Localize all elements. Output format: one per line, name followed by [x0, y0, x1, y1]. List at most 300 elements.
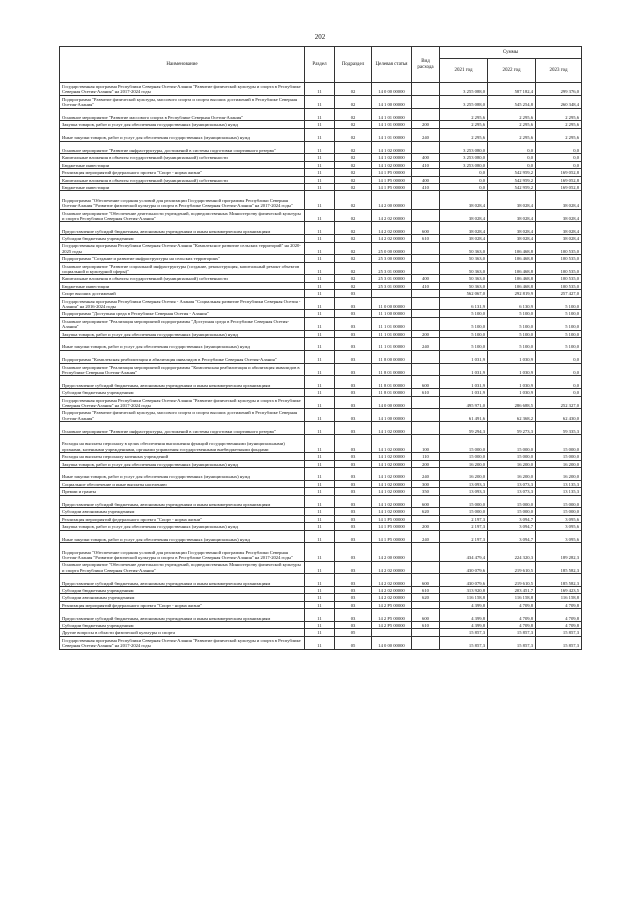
- row-target: 11 8 01 00000: [372, 363, 412, 376]
- row-name: Капитальные вложения в объекты государственной (муниципальной) собственности: [60, 275, 305, 282]
- row-value-2022: 15 000,0: [488, 453, 536, 460]
- row-name: Основное мероприятие "Развитие социальной инфраструктуры (создание, реконструкция, капитальный ремонт объектов социальной и культурной сферы)": [60, 262, 305, 275]
- row-target: 14 1 02 00000: [372, 495, 412, 508]
- row-value-2021: 50 363,0: [440, 282, 488, 289]
- table-row: [60, 523, 582, 530]
- row-value-2021: 5 100,0: [440, 317, 488, 330]
- row-name: Субсидии автономным учреждениям: [60, 594, 305, 601]
- row-value-2022: 62 368,2: [488, 409, 536, 422]
- row-name: Спорт высших достижений: [60, 290, 305, 297]
- row-kind: 600: [412, 495, 440, 508]
- row-name: Основное мероприятие "Развитие массового спорта в Республике Северная Осетия-Алания": [60, 108, 305, 121]
- row-value-2023: 3 095,6: [536, 515, 582, 522]
- row-section: 11: [305, 460, 335, 467]
- row-value-2022: 1 030,9: [488, 389, 536, 396]
- row-value-2023: 5 100,0: [536, 330, 582, 337]
- row-value-2023: 185 582,3: [536, 561, 582, 574]
- table-row: [60, 176, 582, 183]
- row-value-2023: 38 028,4: [536, 191, 582, 209]
- row-value-2022: 106 468,8: [488, 282, 536, 289]
- row-section: 11: [305, 508, 335, 515]
- row-name: Подпрограмма "Доступная среда в Республике Северная Осетия - Алания": [60, 310, 305, 317]
- row-value-2022: 13 073,3: [488, 488, 536, 495]
- row-value-2021: 38 028,4: [440, 222, 488, 235]
- row-value-2023: 0,0: [536, 141, 582, 154]
- row-subsection: 03: [335, 422, 372, 435]
- row-subsection: 03: [335, 297, 372, 310]
- row-subsection: 03: [335, 561, 372, 574]
- row-value-2023: 5 100,0: [536, 310, 582, 317]
- row-value-2022: 286 688,5: [488, 396, 536, 409]
- table-row: [60, 422, 582, 435]
- row-value-2022: 0,0: [488, 141, 536, 154]
- row-section: 11: [305, 523, 335, 530]
- row-value-2021: 15 857,3: [440, 629, 488, 636]
- row-kind: 240: [412, 338, 440, 351]
- row-value-2023: 15 857,3: [536, 636, 582, 649]
- row-section: 11: [305, 363, 335, 376]
- row-section: 11: [305, 282, 335, 289]
- row-name: Субсидии бюджетным учреждениям: [60, 389, 305, 396]
- row-name: Подпрограмма "Комплексная реабилитация и абилитация инвалидов в Республике Северная Осетия-Алания": [60, 350, 305, 363]
- row-value-2022: 15 857,3: [488, 629, 536, 636]
- row-subsection: 03: [335, 530, 372, 543]
- row-subsection: 03: [335, 330, 372, 337]
- header-2022: 2022 год: [488, 59, 536, 83]
- row-value-2023: 15 000,0: [536, 508, 582, 515]
- row-section: 11: [305, 530, 335, 543]
- table-row: [60, 191, 582, 209]
- row-kind: [412, 108, 440, 121]
- row-subsection: 02: [335, 183, 372, 190]
- row-name: Закупка товаров, работ и услуг для обеспечения государственных (муниципальных) нужд: [60, 460, 305, 467]
- table-row: [60, 515, 582, 522]
- table-row: [60, 83, 582, 96]
- row-subsection: 03: [335, 508, 372, 515]
- row-value-2022: 15 857,3: [488, 636, 536, 649]
- row-value-2023: 38 028,4: [536, 222, 582, 235]
- row-kind: 350: [412, 488, 440, 495]
- row-target: 25 0 00 00000: [372, 242, 412, 255]
- row-subsection: 02: [335, 275, 372, 282]
- row-value-2022: 59 273,3: [488, 422, 536, 435]
- row-kind: [412, 409, 440, 422]
- row-name: Закупка товаров, работ и услуг для обеспечения государственных (муниципальных) нужд: [60, 523, 305, 530]
- row-value-2021: 3 255 088,0: [440, 95, 488, 108]
- row-value-2021: 16 200,0: [440, 460, 488, 467]
- row-name: Основное мероприятие "Развитие инфраструктуры, достижений в системы подготовки спортивного резерва": [60, 141, 305, 154]
- row-subsection: 02: [335, 154, 372, 161]
- table-row: [60, 435, 582, 453]
- row-kind: [412, 262, 440, 275]
- row-value-2023: 38 028,4: [536, 209, 582, 222]
- row-target: 14 1 00 00000: [372, 95, 412, 108]
- row-value-2023: 59 335,3: [536, 422, 582, 435]
- row-value-2021: 2 197,3: [440, 523, 488, 530]
- table-row: [60, 460, 582, 467]
- row-value-2022: 106 468,8: [488, 255, 536, 262]
- row-section: 11: [305, 262, 335, 275]
- row-section: 11: [305, 222, 335, 235]
- row-name: Бюджетные инвестиции: [60, 161, 305, 168]
- row-name: Иные закупки товаров, работ и услуг для обеспечения государственных (муниципальных) нужд: [60, 467, 305, 480]
- row-value-2023: 100 535,0: [536, 275, 582, 282]
- table-row: [60, 622, 582, 629]
- row-section: 11: [305, 290, 335, 297]
- table-row: [60, 453, 582, 460]
- row-subsection: 02: [335, 262, 372, 275]
- row-section: 11: [305, 515, 335, 522]
- row-section: 11: [305, 422, 335, 435]
- row-target: 14 2 P5 00000: [372, 622, 412, 629]
- row-section: 11: [305, 435, 335, 453]
- row-value-2022: 0,0: [488, 154, 536, 161]
- row-subsection: 03: [335, 601, 372, 608]
- row-kind: [412, 422, 440, 435]
- table-row: [60, 330, 582, 337]
- row-kind: [412, 636, 440, 649]
- row-value-2021: 15 000,0: [440, 435, 488, 453]
- row-target: 14 1 02 00000: [372, 508, 412, 515]
- row-kind: 400: [412, 275, 440, 282]
- row-value-2023: 100 535,0: [536, 282, 582, 289]
- row-section: 11: [305, 297, 335, 310]
- row-value-2023: 15 857,3: [536, 629, 582, 636]
- header-kind: Вид расхода: [412, 47, 440, 83]
- row-value-2021: 38 028,4: [440, 235, 488, 242]
- table-row: [60, 543, 582, 561]
- row-value-2023: 189 282,3: [536, 543, 582, 561]
- row-kind: 240: [412, 128, 440, 141]
- row-section: 11: [305, 169, 335, 176]
- row-section: 11: [305, 629, 335, 636]
- row-value-2023: 4 709,8: [536, 609, 582, 622]
- row-section: 11: [305, 594, 335, 601]
- row-value-2022: 5 100,0: [488, 317, 536, 330]
- row-kind: 400: [412, 154, 440, 161]
- row-section: 11: [305, 543, 335, 561]
- row-subsection: 03: [335, 409, 372, 422]
- row-subsection: 03: [335, 587, 372, 594]
- table-row: [60, 255, 582, 262]
- row-name: Предоставление субсидий бюджетным, автономным учреждениям и иным некоммерческим организациям: [60, 574, 305, 587]
- row-value-2021: 2 295,6: [440, 121, 488, 128]
- row-name: Подпрограмма "Создание и развитие инфраструктуры на сельских территориях": [60, 255, 305, 262]
- row-name: Другие вопросы в области физической культуры и спорта: [60, 629, 305, 636]
- row-kind: [412, 209, 440, 222]
- row-value-2023: 100 535,0: [536, 255, 582, 262]
- row-value-2022: 5 100,0: [488, 310, 536, 317]
- row-value-2023: 100 535,0: [536, 262, 582, 275]
- row-target: 14 1 02 00000: [372, 422, 412, 435]
- row-target: 14 2 00 00000: [372, 191, 412, 209]
- row-value-2023: 15 000,0: [536, 435, 582, 453]
- row-value-2021: 3 255 088,0: [440, 83, 488, 96]
- row-value-2023: 38 028,4: [536, 235, 582, 242]
- row-value-2023: 0,0: [536, 363, 582, 376]
- row-value-2021: 16 200,0: [440, 467, 488, 480]
- row-kind: [412, 191, 440, 209]
- row-name: Государственная программа Республики Северная Осетия-Алания "Комплексное развитие сельских территорий" на 2020-2025 годы: [60, 242, 305, 255]
- row-value-2022: 116 158,8: [488, 594, 536, 601]
- row-value-2022: 542 959,2: [488, 183, 536, 190]
- row-kind: 200: [412, 330, 440, 337]
- row-target: 14 1 00 00000: [372, 409, 412, 422]
- row-value-2023: 3 095,6: [536, 523, 582, 530]
- row-target: 14 1 02 00000: [372, 488, 412, 495]
- row-kind: 620: [412, 508, 440, 515]
- table-row: [60, 310, 582, 317]
- row-target: 25 3 00 00000: [372, 255, 412, 262]
- row-target: 14 2 02 00000: [372, 222, 412, 235]
- row-target: 25 3 01 00000: [372, 275, 412, 282]
- row-section: 11: [305, 275, 335, 282]
- row-name: Закупка товаров, работ и услуг для обеспечения государственных (муниципальных) нужд: [60, 121, 305, 128]
- row-section: 11: [305, 317, 335, 330]
- row-name: Иные закупки товаров, работ и услуг для обеспечения государственных (муниципальных) нужд: [60, 530, 305, 543]
- row-value-2022: 1 030,9: [488, 350, 536, 363]
- row-value-2022: 587 182,4: [488, 83, 536, 96]
- table-row: [60, 108, 582, 121]
- row-value-2023: 299 376,0: [536, 83, 582, 96]
- table-row: [60, 128, 582, 141]
- row-value-2022: 38 028,4: [488, 191, 536, 209]
- row-value-2021: 4 399,8: [440, 609, 488, 622]
- row-target: 14 2 02 00000: [372, 209, 412, 222]
- row-value-2023: 2 295,6: [536, 108, 582, 121]
- row-value-2023: 5 100,0: [536, 317, 582, 330]
- row-name: Социальное обеспечение и иные выплаты населению: [60, 480, 305, 487]
- row-subsection: 03: [335, 467, 372, 480]
- row-value-2022: 106 468,8: [488, 262, 536, 275]
- row-target: 14 2 P5 00000: [372, 609, 412, 622]
- row-target: 14 1 01 00000: [372, 108, 412, 121]
- row-value-2021: 495 971,0: [440, 396, 488, 409]
- row-kind: [412, 363, 440, 376]
- row-value-2021: 0,0: [440, 176, 488, 183]
- row-value-2023: 169 423,5: [536, 587, 582, 594]
- header-section: Раздел: [305, 47, 335, 83]
- row-value-2021: 13 093,3: [440, 488, 488, 495]
- row-target: 11 1 01 00000: [372, 317, 412, 330]
- row-target: 11 8 00 00000: [372, 350, 412, 363]
- row-section: 11: [305, 488, 335, 495]
- row-value-2022: 4 709,8: [488, 622, 536, 629]
- row-name: Основное мероприятие "Развитие инфраструктуры, достижений в системы подготовки спортивного резерва": [60, 422, 305, 435]
- table-row: [60, 262, 582, 275]
- row-subsection: 02: [335, 141, 372, 154]
- table-row: [60, 275, 582, 282]
- row-value-2021: 50 363,0: [440, 262, 488, 275]
- row-section: 11: [305, 587, 335, 594]
- table-row: [60, 154, 582, 161]
- row-subsection: 02: [335, 108, 372, 121]
- row-target: 14 0 00 00000: [372, 636, 412, 649]
- row-value-2021: 13 093,3: [440, 480, 488, 487]
- row-section: 11: [305, 453, 335, 460]
- row-name: Реализация мероприятий федерального проекта "Спорт - норма жизни": [60, 601, 305, 608]
- row-name: Основное мероприятие "Реализация мероприятий подпрограммы "Доступная среда в Республике Северная Осетия-Алания": [60, 317, 305, 330]
- row-value-2021: 434 479,4: [440, 543, 488, 561]
- table-row: [60, 376, 582, 389]
- table-row: [60, 530, 582, 543]
- row-section: 11: [305, 350, 335, 363]
- row-value-2023: 169 052,8: [536, 176, 582, 183]
- row-subsection: 03: [335, 396, 372, 409]
- row-value-2022: 13 073,3: [488, 480, 536, 487]
- row-value-2023: 5 100,0: [536, 297, 582, 310]
- row-kind: 240: [412, 467, 440, 480]
- row-subsection: 05: [335, 636, 372, 649]
- table-row: [60, 297, 582, 310]
- table-row: [60, 495, 582, 508]
- row-subsection: 03: [335, 594, 372, 601]
- row-name: Подпрограмма "Развитие физической культуры, массового спорта и спорта высших достижений в Республике Северная Осетия-Алания": [60, 95, 305, 108]
- row-value-2021: 38 028,4: [440, 191, 488, 209]
- row-value-2021: 5 100,0: [440, 310, 488, 317]
- table-row: [60, 609, 582, 622]
- table-row: [60, 409, 582, 422]
- row-target: 14 1 02 00000: [372, 154, 412, 161]
- row-name: Субсидии бюджетным учреждениям: [60, 622, 305, 629]
- row-kind: 200: [412, 523, 440, 530]
- row-value-2023: 15 000,0: [536, 453, 582, 460]
- table-row: [60, 574, 582, 587]
- row-value-2021: 2 295,6: [440, 128, 488, 141]
- row-target: 14 1 01 00000: [372, 128, 412, 141]
- row-value-2021: 0,0: [440, 169, 488, 176]
- row-value-2021: 2 295,6: [440, 108, 488, 121]
- row-section: 11: [305, 574, 335, 587]
- row-kind: 410: [412, 183, 440, 190]
- row-value-2022: 38 028,4: [488, 235, 536, 242]
- row-section: 11: [305, 636, 335, 649]
- row-subsection: 03: [335, 310, 372, 317]
- row-subsection: 02: [335, 83, 372, 96]
- row-section: 11: [305, 141, 335, 154]
- row-value-2023: 4 709,8: [536, 601, 582, 608]
- table-body: [60, 83, 582, 650]
- page-number: 202: [314, 33, 326, 41]
- row-target: 14 1 02 00000: [372, 161, 412, 168]
- row-section: 11: [305, 235, 335, 242]
- row-value-2022: 16 200,0: [488, 467, 536, 480]
- row-value-2023: 169 052,8: [536, 183, 582, 190]
- row-name: Бюджетные инвестиции: [60, 282, 305, 289]
- row-name: Подпрограмма "Развитие физической культуры, массового спорта и спорта высших достижений в Республике Северная Осетия-Алания": [60, 409, 305, 422]
- header-2021: 2021 год: [440, 59, 488, 83]
- row-name: Государственная программа Республики Северная Осетия-Алания "Развитие физической культуры и спорта в Республике Северная Осетия-Алания" на 2017-2024 годы: [60, 396, 305, 409]
- row-subsection: 02: [335, 222, 372, 235]
- row-value-2023: 5 100,0: [536, 338, 582, 351]
- row-value-2021: 1 031,9: [440, 389, 488, 396]
- row-target: 11 8 01 00000: [372, 389, 412, 396]
- row-value-2022: 219 610,5: [488, 574, 536, 587]
- row-section: 11: [305, 609, 335, 622]
- row-kind: [412, 141, 440, 154]
- row-value-2022: 15 000,0: [488, 495, 536, 508]
- row-kind: 110: [412, 453, 440, 460]
- row-section: 11: [305, 480, 335, 487]
- row-subsection: 03: [335, 350, 372, 363]
- row-section: 11: [305, 121, 335, 128]
- row-value-2022: 15 000,0: [488, 435, 536, 453]
- row-target: 25 3 01 00000: [372, 262, 412, 275]
- budget-table: [59, 46, 582, 650]
- row-value-2022: 106 468,8: [488, 275, 536, 282]
- row-value-2023: 2 295,6: [536, 121, 582, 128]
- row-value-2022: 38 028,4: [488, 222, 536, 235]
- row-value-2022: 203 451,7: [488, 587, 536, 594]
- row-value-2022: 1 030,9: [488, 363, 536, 376]
- row-target: 11 0 00 00000: [372, 297, 412, 310]
- row-kind: [412, 601, 440, 608]
- row-section: 11: [305, 176, 335, 183]
- row-section: 11: [305, 183, 335, 190]
- header-2023: 2023 год: [536, 59, 582, 83]
- table-row: [60, 209, 582, 222]
- row-value-2022: 4 709,8: [488, 601, 536, 608]
- row-value-2023: 4 709,8: [536, 622, 582, 629]
- row-kind: [412, 543, 440, 561]
- row-value-2023: 16 200,0: [536, 467, 582, 480]
- row-target: 14 2 02 00000: [372, 574, 412, 587]
- table-row: [60, 161, 582, 168]
- row-value-2023: 3 095,6: [536, 530, 582, 543]
- row-kind: [412, 83, 440, 96]
- table-row: [60, 235, 582, 242]
- row-value-2021: 4 399,8: [440, 622, 488, 629]
- row-target: 14 2 P5 00000: [372, 601, 412, 608]
- row-subsection: 02: [335, 191, 372, 209]
- row-section: 11: [305, 561, 335, 574]
- row-kind: 610: [412, 389, 440, 396]
- row-kind: 620: [412, 594, 440, 601]
- row-value-2021: 1 031,9: [440, 363, 488, 376]
- row-value-2021: 2 197,3: [440, 515, 488, 522]
- row-section: 11: [305, 83, 335, 96]
- row-target: 14 1 P5 00000: [372, 183, 412, 190]
- row-subsection: 02: [335, 255, 372, 262]
- table-row: [60, 141, 582, 154]
- row-kind: 600: [412, 609, 440, 622]
- row-target: [372, 290, 412, 297]
- row-target: 14 1 02 00000: [372, 435, 412, 453]
- row-value-2022: 3 094,7: [488, 515, 536, 522]
- row-subsection: 03: [335, 363, 372, 376]
- row-value-2022: 2 295,6: [488, 108, 536, 121]
- row-value-2023: 13 135,3: [536, 480, 582, 487]
- row-subsection: 03: [335, 376, 372, 389]
- row-kind: 400: [412, 176, 440, 183]
- table-row: [60, 636, 582, 649]
- table-row: [60, 480, 582, 487]
- row-name: Бюджетные инвестиции: [60, 183, 305, 190]
- row-target: 14 0 00 00000: [372, 396, 412, 409]
- row-value-2021: 1 031,9: [440, 376, 488, 389]
- row-value-2023: 0,0: [536, 350, 582, 363]
- row-target: 14 1 P5 00000: [372, 523, 412, 530]
- row-name: Иные закупки товаров, работ и услуг для обеспечения государственных (муниципальных) нужд: [60, 338, 305, 351]
- row-value-2021: 50 363,0: [440, 242, 488, 255]
- row-value-2021: 3 253 080,0: [440, 141, 488, 154]
- row-section: 11: [305, 376, 335, 389]
- row-subsection: 02: [335, 209, 372, 222]
- row-name: Предоставление субсидий бюджетным, автономным учреждениям и иным некоммерческим организациям: [60, 495, 305, 508]
- row-value-2022: 16 200,0: [488, 460, 536, 467]
- row-value-2022: 15 000,0: [488, 508, 536, 515]
- row-section: 11: [305, 495, 335, 508]
